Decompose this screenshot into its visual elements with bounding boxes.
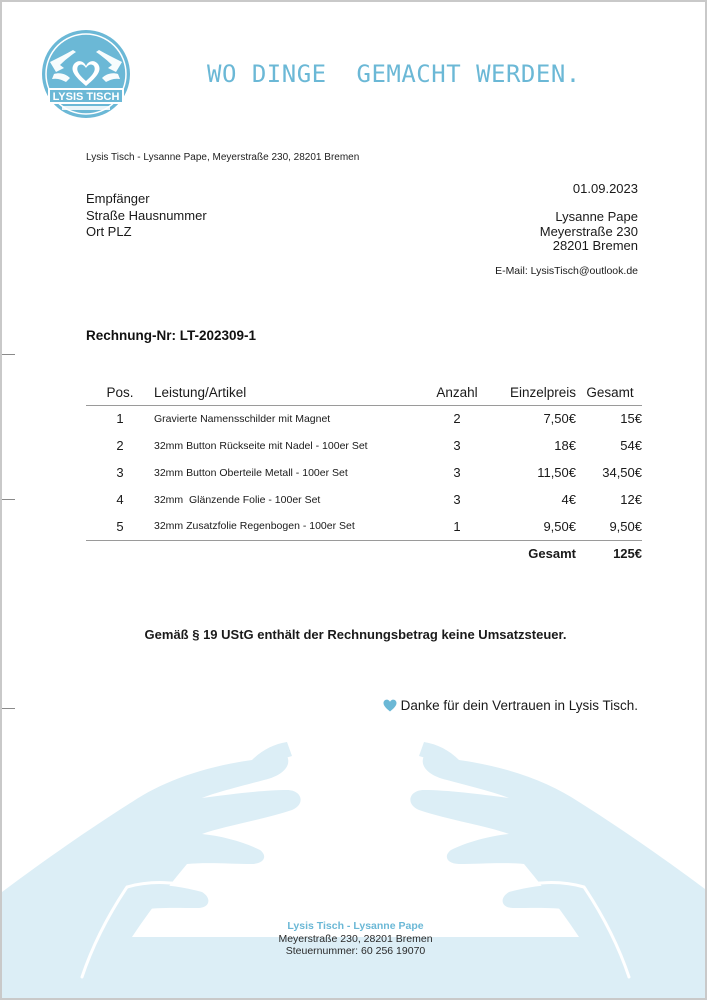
row-unit: 9,50€ [489, 513, 578, 540]
row-unit: 7,50€ [543, 411, 576, 427]
table-row [86, 405, 642, 432]
thanks-text: Danke für dein Vertrauen in Lysis Tisch. [400, 698, 638, 713]
thanks-line [383, 698, 638, 713]
table-row [86, 459, 642, 486]
logo-text: LYSIS TISCH [52, 91, 120, 103]
row-total: 9,50€ [578, 513, 642, 540]
punch-mark [2, 499, 15, 500]
row-qty: 1 [425, 513, 489, 540]
total-value: 125€ [613, 546, 642, 562]
sender-street: Meyerstraße 230 [539, 223, 638, 239]
col-header-total: Gesamt [578, 380, 642, 405]
hands-illustration-icon [2, 732, 707, 1000]
recipient-address [86, 191, 207, 241]
row-pos: 5 [86, 513, 154, 540]
heart-icon [383, 699, 397, 712]
invoice-number: Rechnung-Nr: LT-202309-1 [86, 328, 257, 343]
table-header-row [86, 380, 642, 405]
row-qty: 3 [453, 438, 461, 453]
footer [2, 920, 707, 958]
row-item: 32mm Button Oberteile Metall - 100er Set [154, 466, 348, 479]
row-unit: 4€ [561, 492, 576, 507]
recipient-street: Straße Hausnummer [86, 207, 207, 223]
row-total: 34,50€ [602, 465, 642, 480]
fold-mark [2, 708, 15, 709]
table-row [86, 432, 642, 459]
invoice-date: 01.09.2023 [572, 181, 638, 196]
row-total: 12€ [620, 492, 642, 507]
footer-address: Meyerstraße 230, 28201 Bremen [278, 932, 433, 945]
hands-heart-logo-icon [40, 28, 132, 120]
row-item: 32mm Zusatzfolie Regenbogen - 100er Set [154, 513, 425, 540]
row-qty: 3 [453, 465, 461, 480]
recipient-name: Empfänger [86, 191, 150, 206]
row-total: 54€ [620, 438, 642, 453]
row-item: 32mm Button Rückseite mit Nadel - 100er Set [154, 439, 368, 452]
row-item: Gravierte Namensschilder mit Magnet [154, 412, 331, 425]
sender-name: Lysanne Pape [555, 209, 638, 224]
row-pos: 2 [116, 438, 124, 453]
recipient-city: Ort PLZ [86, 224, 132, 239]
row-unit: 11,50€ [537, 465, 576, 480]
total-label: Gesamt [528, 546, 576, 562]
col-header-item: Leistung/Artikel [154, 380, 425, 405]
row-item: 32mm Glänzende Folie - 100er Set [154, 493, 321, 506]
col-header-qty: Anzahl [425, 380, 489, 405]
col-header-pos: Pos. [86, 380, 154, 405]
col-header-unit: Einzelpreis [489, 380, 578, 405]
row-total: 15€ [620, 411, 642, 427]
table-row [86, 486, 642, 513]
row-pos: 1 [116, 411, 124, 427]
tax-note: Gemäß § 19 UStG enthält der Rechnungsbetrag keine Umsatzsteuer. [144, 627, 567, 642]
footer-name: Lysis Tisch - Lysanne Pape [287, 920, 424, 932]
sender-city: 28201 Bremen [552, 238, 638, 253]
row-pos: 4 [116, 492, 124, 507]
footer-tax-id: Steuernummer: 60 256 19070 [285, 945, 426, 957]
fold-mark [2, 354, 15, 355]
sender-return-line: Lysis Tisch - Lysanne Pape, Meyerstraße 230, 28201 Bremen [86, 152, 360, 163]
sender-address [540, 210, 638, 254]
total-row [86, 540, 642, 567]
row-qty: 2 [453, 411, 461, 427]
table-row [86, 513, 642, 540]
row-pos: 3 [116, 465, 124, 480]
row-qty: 3 [453, 492, 461, 507]
items-table [86, 380, 642, 567]
slogan: WO DINGE GEMACHT WERDEN. [207, 60, 581, 88]
sender-email: E-Mail: LysisTisch@outlook.de [495, 265, 638, 277]
row-unit: 18€ [554, 438, 576, 453]
